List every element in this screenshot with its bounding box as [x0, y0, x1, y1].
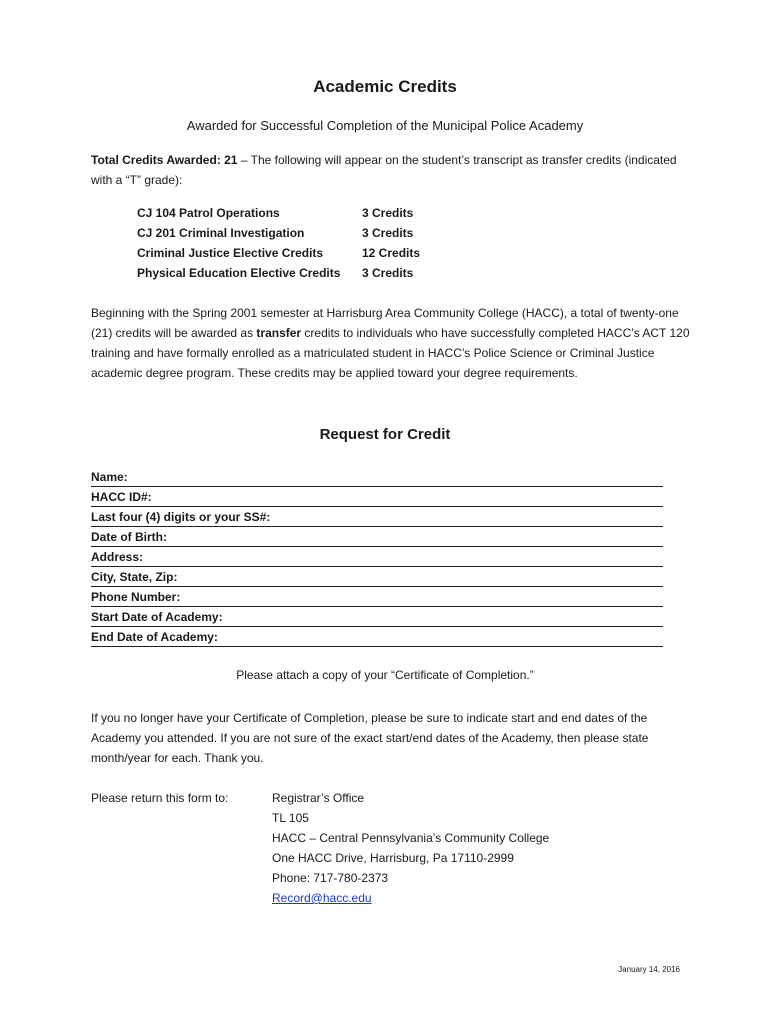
address-line: HACC – Central Pennsylvania’s Community College — [272, 831, 550, 845]
intro-text-bold: transfer — [256, 326, 302, 340]
address-line: TL 105 — [272, 811, 309, 825]
intro-text-before: Beginning with the Spring 2001 semester at Harrisburg Area Community College (HACC), a total of twenty-one (21) credits will be awarded as — [91, 306, 679, 340]
credit-name: Physical Education Elective Credits — [137, 266, 341, 280]
attach-note: Please attach a copy of your “Certificate of Completion.” — [236, 668, 534, 682]
credit-value: 3 Credits — [362, 226, 414, 240]
address-line: Registrar’s Office — [272, 791, 365, 805]
footer-date: January 14, 2016 — [618, 965, 680, 974]
city-state-zip-field[interactable] — [91, 569, 663, 589]
underline — [91, 646, 663, 647]
no-certificate-note: If you no longer have your Certificate of Completion, please be sure to indicate start and end dates of the Academy you attended. If you are not sure of the exact start/end dates of the Academy, then please state month/year for each. Thank you. — [91, 711, 649, 765]
credit-name: Criminal Justice Elective Credits — [137, 246, 324, 260]
field-label: Start Date of Academy: — [91, 610, 223, 624]
field-label: End Date of Academy: — [91, 630, 218, 644]
page-title: Academic Credits — [313, 77, 457, 96]
credit-row — [137, 243, 420, 263]
underline — [91, 586, 663, 587]
total-credits-text: – The following will appear on the student’s transcript as transfer credits (indicated with a “T” grade): — [91, 153, 677, 187]
email-link[interactable]: Record@hacc.edu — [272, 891, 372, 905]
credit-value: 12 Credits — [362, 246, 421, 260]
address-line: Phone: 717-780-2373 — [272, 871, 389, 885]
end-date-field[interactable] — [91, 629, 663, 649]
underline — [91, 546, 663, 547]
total-credits-paragraph — [91, 150, 691, 190]
hacc-id-field[interactable] — [91, 489, 663, 509]
return-label: Please return this form to: — [91, 791, 229, 805]
field-label: HACC ID#: — [91, 490, 152, 504]
underline — [91, 566, 663, 567]
address-line: One HACC Drive, Harrisburg, Pa 17110-2999 — [272, 851, 514, 865]
start-date-field[interactable] — [91, 609, 663, 629]
request-form-fields — [91, 469, 663, 649]
field-label: City, State, Zip: — [91, 570, 178, 584]
credit-value: 3 Credits — [362, 266, 414, 280]
field-label: Address: — [91, 550, 144, 564]
credit-row — [137, 263, 420, 283]
date-of-birth-field[interactable] — [91, 529, 663, 549]
field-label: Phone Number: — [91, 590, 181, 604]
ssn-last-four-field[interactable] — [91, 509, 663, 529]
return-address — [272, 788, 549, 908]
credit-name: CJ 201 Criminal Investigation — [137, 226, 305, 240]
field-label: Date of Birth: — [91, 530, 167, 544]
address-field[interactable] — [91, 549, 663, 569]
total-credits-label: Total Credits Awarded: 21 — [91, 153, 238, 167]
intro-paragraph — [91, 303, 691, 383]
underline — [91, 606, 663, 607]
underline — [91, 486, 663, 487]
field-label: Name: — [91, 470, 128, 484]
credit-name: CJ 104 Patrol Operations — [137, 206, 280, 220]
credit-row — [137, 203, 420, 223]
credits-list — [137, 203, 420, 283]
credit-row — [137, 223, 420, 243]
request-heading: Request for Credit — [319, 426, 451, 443]
intro-text-after: credits to individuals who have successfully completed HACC’s ACT 120 training and have formally enrolled as a matriculated student in HACC’s Police Science or Criminal Justice academic degree program. These credits may be applied toward your degree requirements. — [91, 326, 690, 380]
phone-number-field[interactable] — [91, 589, 663, 609]
field-label: Last four (4) digits or your SS#: — [91, 510, 271, 524]
underline — [91, 526, 663, 527]
name-field[interactable] — [91, 469, 663, 489]
underline — [91, 506, 663, 507]
underline — [91, 626, 663, 627]
page-subtitle: Awarded for Successful Completion of the Municipal Police Academy — [186, 118, 584, 133]
credit-value: 3 Credits — [362, 206, 414, 220]
